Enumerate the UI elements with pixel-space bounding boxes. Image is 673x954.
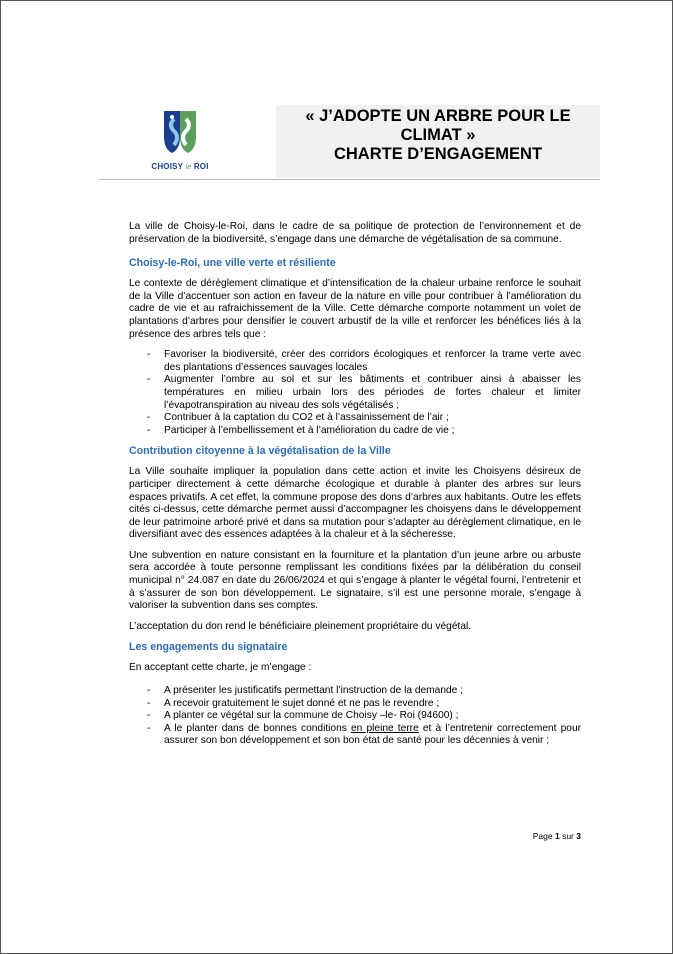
- city-logo-icon: [150, 107, 210, 157]
- city-logo: [150, 107, 210, 171]
- logo-small: le: [185, 164, 192, 171]
- title-line-2: CLIMAT »: [400, 126, 476, 144]
- underlined-text: en pleine terre: [351, 722, 419, 734]
- bullet-dash: -: [147, 685, 151, 697]
- logo-name: CHOISY: [151, 162, 184, 171]
- list-item: - Contribuer à la captation du CO2 et à l’assainissement de l’air ;: [147, 412, 449, 424]
- section3-list: [129, 685, 581, 748]
- bullet-dash: -: [147, 424, 151, 436]
- bullet-dash: -: [147, 374, 151, 386]
- section3-intro: En acceptant cette charte, je m’engage :: [129, 662, 312, 674]
- intro-paragraph: La ville de Choisy-le-Roi, dans le cadre de sa politique de protection de l’environnement et de préservation de la biodiversité, s’engage dans une démarche de végétalisation de sa commune.: [129, 221, 581, 245]
- section2-paragraph-2: Une subvention en nature consistant en la fourniture et la plantation d’un jeune arbre ou arbuste sera accordée à toute personne remplissant les conditions fixées par la délibération du conseil municipal n° 24.087 en date du 26/06/2024 et qui s’engage à planter le végétal fourni, l’entretenir et à s’assurer de son bon développement. Le signataire, s’il est une personne morale, s’engage à valoriser la subvention dans ses comptes.: [129, 549, 581, 612]
- list-item: - A planter ce végétal sur la commune de Choisy –le- Roi (94600) ;: [147, 710, 459, 722]
- list-item: - Favoriser la biodiversité, créer des corridors écologiques et renforcer la trame verte avec des plantations d’essences sauvages locales: [147, 349, 581, 373]
- list-item: - Participer à l’embellissement et à l’amélioration du cadre de vie ;: [147, 424, 455, 436]
- logo-name-2: ROI: [193, 162, 209, 171]
- city-logo-text: [150, 162, 210, 171]
- section1-list: [129, 349, 581, 437]
- page-number: Page 1 sur 3: [532, 831, 581, 841]
- list-item: - A présenter les justificatifs permettant l’instruction de la demande ;: [147, 685, 463, 697]
- bullet-dash: -: [147, 697, 151, 709]
- bullet-dash: -: [147, 710, 151, 722]
- bullet-dash: -: [147, 349, 151, 361]
- section1-paragraph: Le contexte de dérèglement climatique et d’intensification de la chaleur urbaine renforce le souhait de la Ville d’accentuer son action en faveur de la nature en ville pour contribuer à l’amélioration du cadre de vie et au rafraichissement de la Ville. Cette démarche comporte notamment un volet de plantations d’arbres pour densifier le couvert arbustif de la ville et renforcer les bénéfices liés à la présence des arbres tels que :: [129, 278, 581, 340]
- bullet-dash: -: [147, 412, 151, 424]
- title-line-3: CHARTE D’ENGAGEMENT: [333, 145, 543, 163]
- title-line-1: « J’ADOPTE UN ARBRE POUR LE: [305, 107, 571, 125]
- list-item: - Augmenter l’ombre au sol et sur les bâtiments et contribuer ainsi à abaisser les températures en milieu urbain lors des périodes de fortes chaleur et limiter l’évapotranspiration au niveau des sols végétalisés ;: [147, 374, 581, 411]
- list-item: - A le planter dans de bonnes conditions en pleine terre et à l’entretenir correctement pour assurer son bon développement et son bon état de santé pour les décennies à venir ;: [147, 722, 582, 747]
- section-heading-3: Les engagements du signataire: [129, 641, 288, 654]
- bullet-dash: -: [147, 722, 151, 734]
- list-item: - A recevoir gratuitement le sujet donné et ne pas le revendre ;: [147, 697, 440, 709]
- section-heading-1: Choisy-le-Roi, une ville verte et résiliente: [129, 257, 336, 270]
- section2-paragraph-3: L’acceptation du don rend le bénéficiaire pleinement propriétaire du végétal.: [129, 620, 472, 632]
- section2-paragraph-1: La Ville souhaite impliquer la population dans cette action et invite les Choisyens désireux de participer directement à cette démarche écologique et durable à planter des arbres sur leurs espaces privatifs. A cet effet, la commune propose des dons d’arbres aux habitants. Outre les effets cités ci-dessus, cette démarche permet aussi d’accompagner les choisyens dans le développement de leur patrimoine arboré privé et dans sa mutation pour s’adapter au dérèglement climatique, en le diversifiant avec des essences adaptées à la chaleur et à la sécheresse.: [129, 466, 581, 541]
- section-heading-2: Contribution citoyenne à la végétalisation de la Ville: [129, 445, 391, 458]
- document-body: [129, 221, 581, 756]
- page-header: [98, 97, 600, 180]
- document-title: [276, 105, 600, 177]
